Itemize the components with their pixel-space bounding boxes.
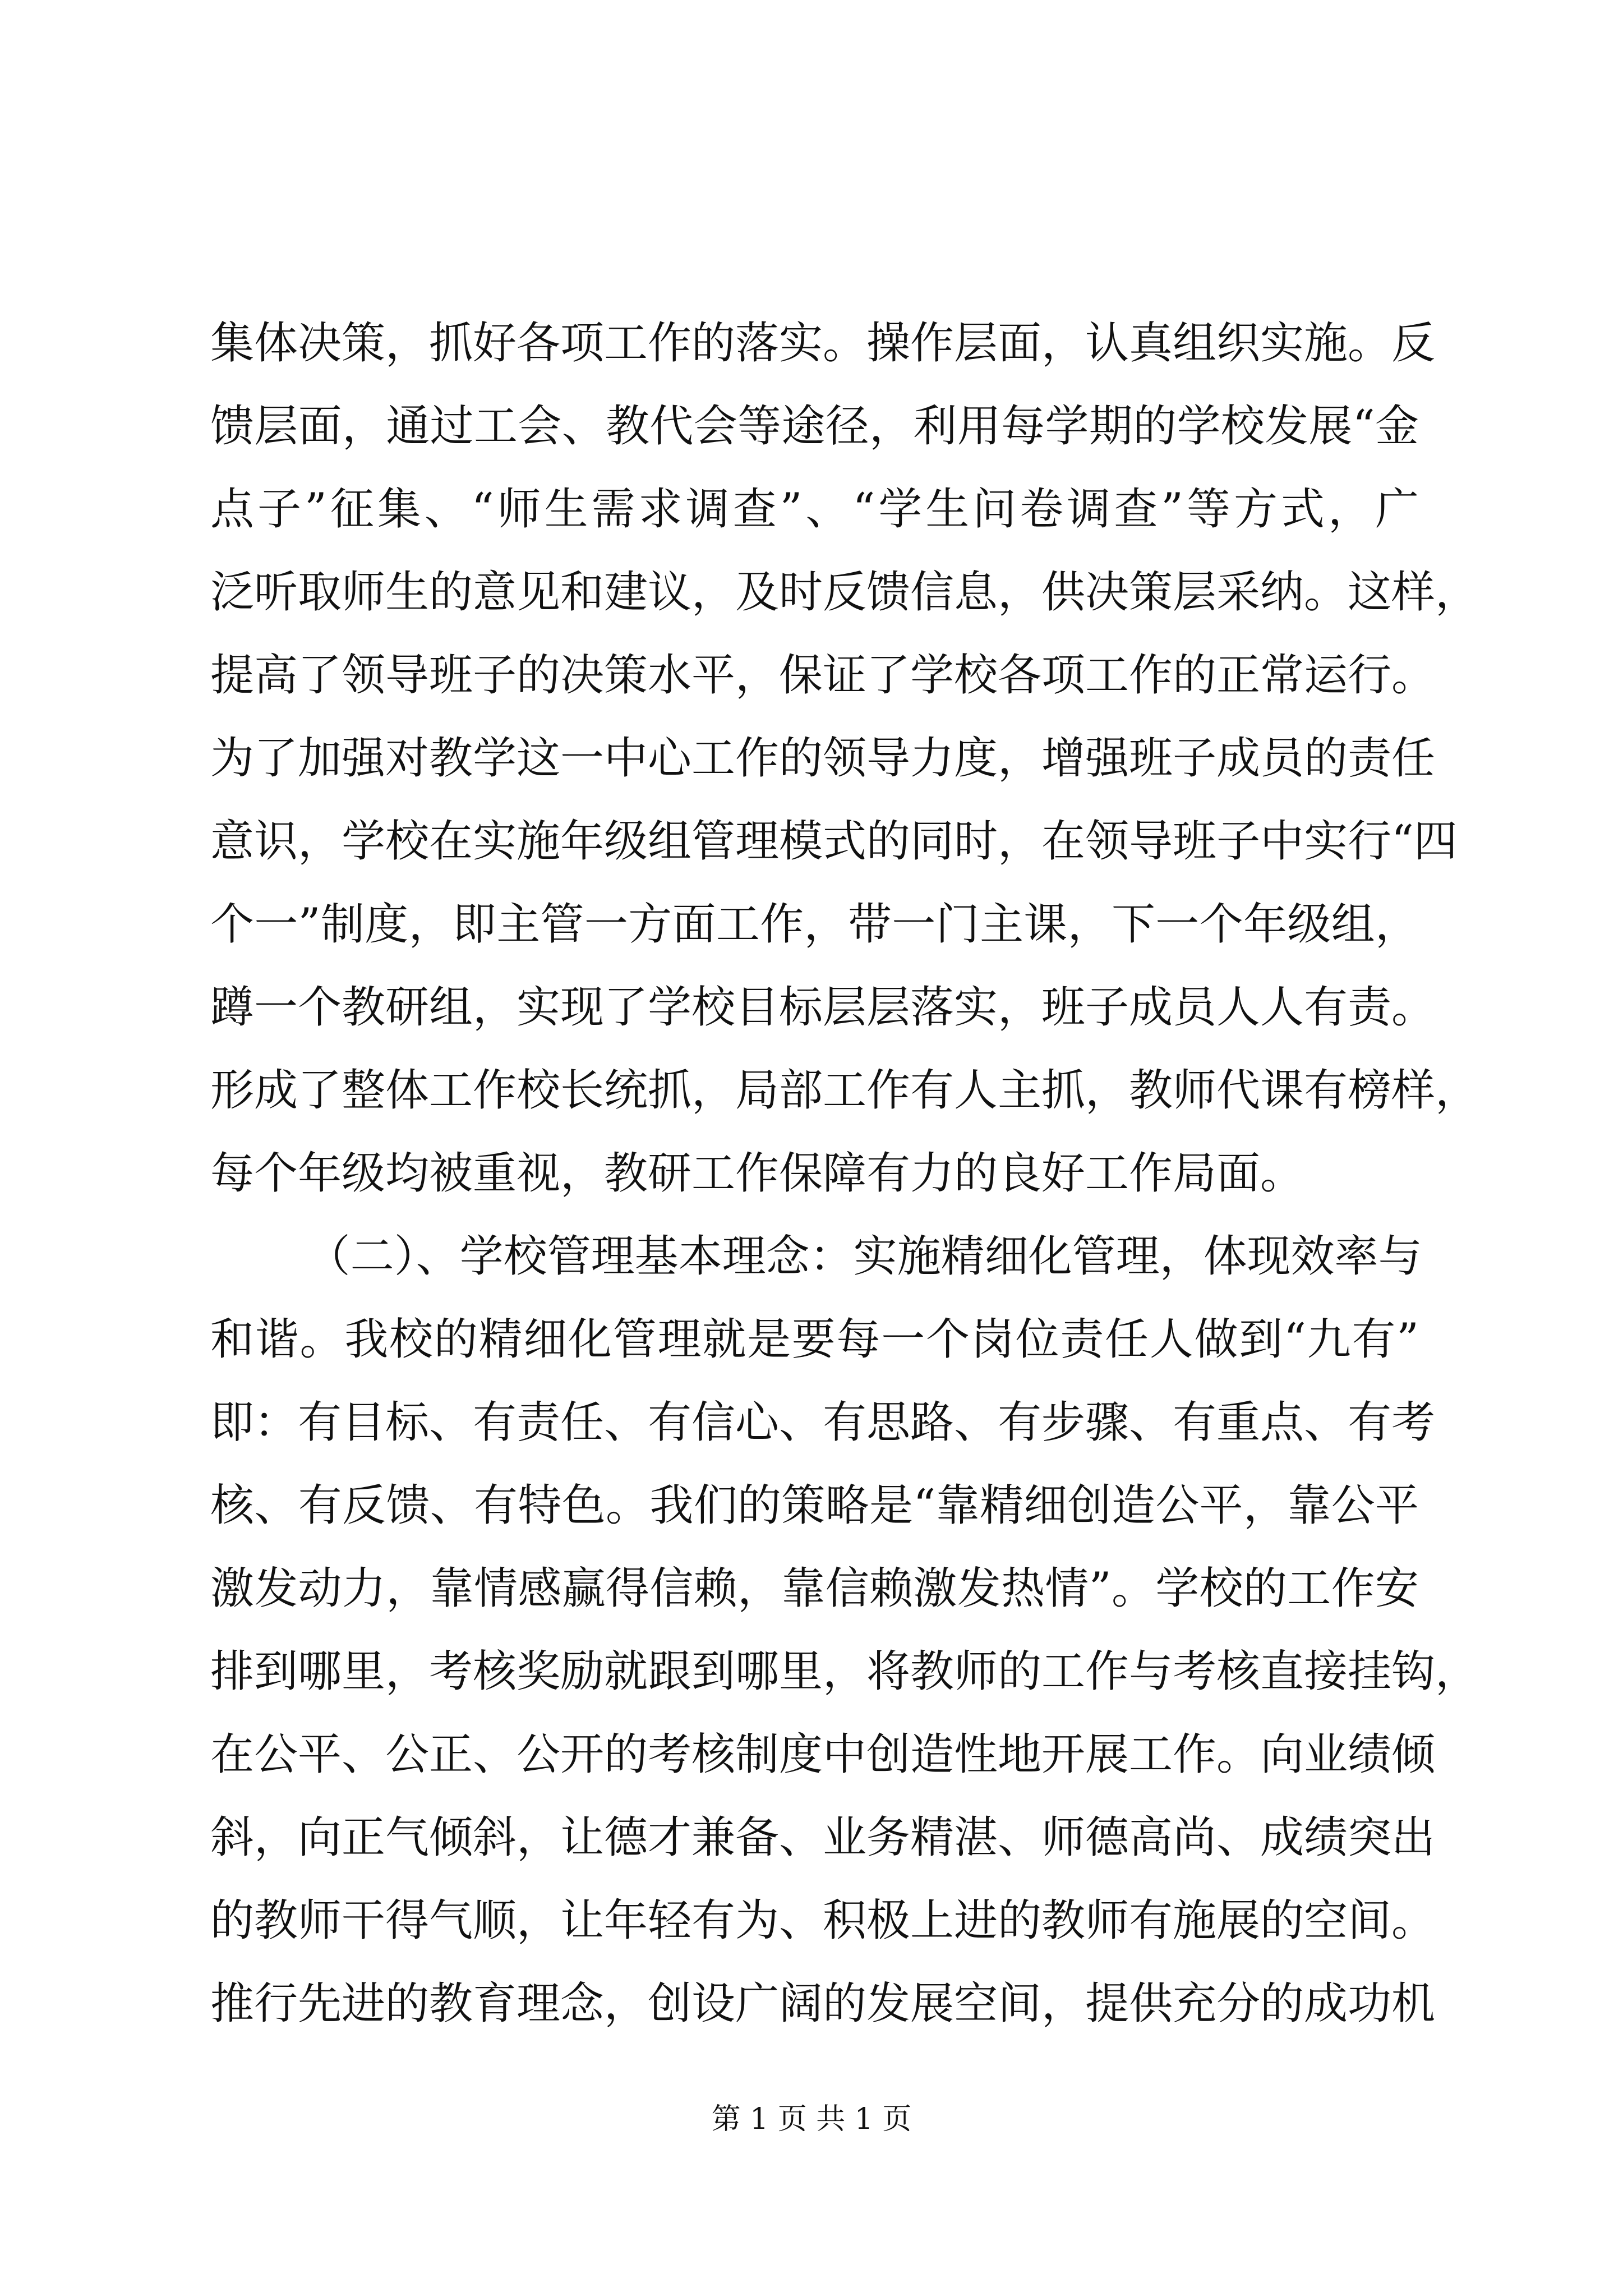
text-line: 馈层面，通过工会、教代会等途径，利用每学期的学校发展“金 bbox=[210, 401, 1419, 452]
text-line: 推行先进的教育理念，创设广阔的发展空间，提供充分的成功机 bbox=[210, 1978, 1436, 2029]
paragraph-1 bbox=[210, 302, 1479, 1215]
text-line: 形成了整体工作校长统抓，局部工作有人主抓，教师代课有榜样， bbox=[210, 1065, 1479, 1116]
page-number: 第 1 页 共 1 页 bbox=[711, 2102, 912, 2136]
text-line: 每个年级均被重视，教研工作保障有力的良好工作局面。 bbox=[210, 1148, 1304, 1199]
text-line: 集体决策，抓好各项工作的落实。操作层面，认真组织实施。反 bbox=[210, 318, 1436, 369]
text-line: 意识，学校在实施年级组管理模式的同时，在领导班子中实行“四 bbox=[210, 816, 1458, 867]
text-line: 激发动力，靠情感赢得信赖，靠信赖激发热情”。学校的工作安 bbox=[210, 1563, 1419, 1614]
text-line: 斜，向正气倾斜，让德才兼备、业务精湛、师德高尚、成绩突出 bbox=[210, 1812, 1436, 1863]
text-line: 和谐。我校的精细化管理就是要每一个岗位责任人做到“九有” bbox=[210, 1314, 1419, 1365]
text-line: 核、有反馈、有特色。我们的策略是“靠精细创造公平，靠公平 bbox=[210, 1480, 1419, 1531]
text-line: 泛听取师生的意见和建议，及时反馈信息，供决策层采纳。这样， bbox=[210, 567, 1479, 618]
page-footer bbox=[0, 2095, 1623, 2137]
document-body bbox=[210, 302, 1479, 2045]
text-line: （二）、学校管理基本理念：实施精细化管理，体现效率与 bbox=[306, 1231, 1422, 1282]
text-line: 提高了领导班子的决策水平，保证了学校各项工作的正常运行。 bbox=[210, 650, 1436, 701]
text-line: 蹲一个教研组，实现了学校目标层层落实，班子成员人人有责。 bbox=[210, 982, 1436, 1033]
text-line: 即：有目标、有责任、有信心、有思路、有步骤、有重点、有考 bbox=[210, 1397, 1436, 1448]
text-line: 的教师干得气顺，让年轻有为、积极上进的教师有施展的空间。 bbox=[210, 1895, 1436, 1946]
text-line: 在公平、公正、公开的考核制度中创造性地开展工作。向业绩倾 bbox=[210, 1729, 1436, 1780]
text-line: 为了加强对教学这一中心工作的领导力度，增强班子成员的责任 bbox=[210, 733, 1436, 784]
text-line: 点子”征集、“师生需求调查”、“学生问卷调查”等方式，广 bbox=[210, 484, 1419, 535]
text-line: 个一”制度，即主管一方面工作，带一门主课，下一个年级组， bbox=[210, 899, 1419, 950]
text-line: 排到哪里，考核奖励就跟到哪里，将教师的工作与考核直接挂钩， bbox=[210, 1646, 1479, 1697]
paragraph-2 bbox=[210, 1215, 1479, 2045]
